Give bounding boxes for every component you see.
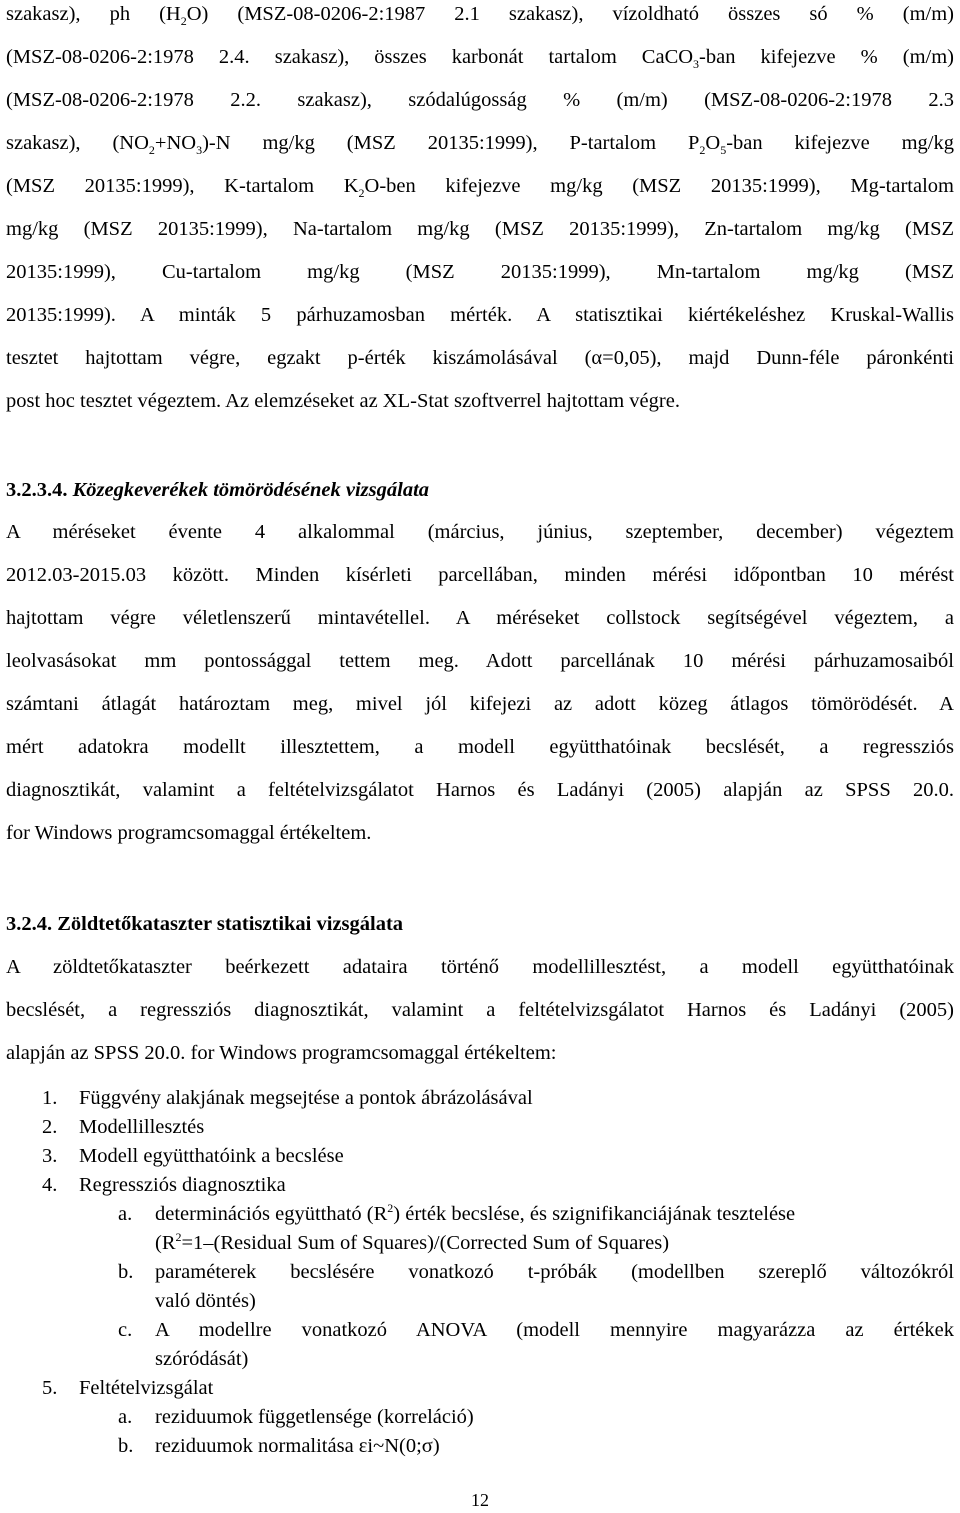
sub-list-item-cont: ($R^2=1-(Residual$ Sum of Squares)/(Corrected Sum of Squares) xyxy=(155,1230,670,1254)
s1-line-6: mért adatokra modellt illesztettem, a modell együtthatóinak becslését, a regressziós xyxy=(6,736,954,758)
section-heading-3-2-3-4 xyxy=(6,478,954,502)
intro-line-2: (MSZ-08-0206-2:1978 2.4. szakasz), összes karbonát tartalom CaCO$_3$-ban kifejezve % (m/m) xyxy=(6,46,954,72)
sub-list-item: a. reziduumok függetlensége (korreláció) xyxy=(118,1406,474,1428)
s1-line-1: A méréseket évente 4 alkalommal (március, június, szeptember, december) végeztem xyxy=(6,521,954,543)
section-number: 3.2.3.4. xyxy=(6,479,68,501)
section-number: 3.2.4. xyxy=(6,913,53,935)
s1-line-7: diagnosztikát, valamint a feltételvizsgálatot Harnos és Ladányi (2005) alapján az SPSS 20.0. xyxy=(6,779,954,801)
intro-line-5: (MSZ 20135:1999), K-tartalom $K_2O$-ben kifejezve mg/kg (MSZ 20135:1999), Mg-tartalom xyxy=(6,175,954,201)
intro-line-3: (MSZ-08-0206-2:1978 2.2. szakasz), szódalúgosság % (m/m) (MSZ-08-0206-2:1978 2.3 xyxy=(6,89,954,111)
list-item: 5. Feltételvizsgálat xyxy=(42,1377,214,1399)
sub-list-item: b. reziduumok normalitása εi~N(0;σ) xyxy=(118,1435,440,1457)
s1-line-5: számtani átlagát határoztam meg, mivel jól kifejezi az adott közeg átlagos tömörödését. A xyxy=(6,693,954,715)
s1-line-2: 2012.03-2015.03 között. Minden kísérleti parcellában, minden mérési időpontban 10 mérést xyxy=(6,564,954,586)
s2-line-3: alapján az SPSS 20.0. for Windows programcsomaggal értékeltem: xyxy=(6,1042,557,1064)
list-item: 1. Függvény alakjának megsejtése a pontok ábrázolásával xyxy=(42,1087,533,1109)
s1-line-8: for Windows programcsomaggal értékeltem. xyxy=(6,822,372,844)
intro-line-10: post hoc tesztet végeztem. Az elemzéseket az XL-Stat szoftverrel hajtottam végre. xyxy=(6,390,680,412)
sub-list-item-cont: szóródását) xyxy=(155,1348,249,1370)
s2-line-2: becslését, a regressziós diagnosztikát, valamint a feltételvizsgálatot Harnos és Ladányi (2005) xyxy=(6,999,954,1021)
section-title: Zöldtetőkataszter statisztikai vizsgálata xyxy=(57,913,404,935)
intro-line-7: 20135:1999), Cu-tartalom mg/kg (MSZ 20135:1999), Mn-tartalom mg/kg (MSZ xyxy=(6,261,954,283)
page-number: 12 xyxy=(471,1490,489,1510)
sub-list-item: c. A modellre vonatkozó ANOVA (modell mennyire magyarázza az értékek xyxy=(118,1319,954,1341)
list-item: 3. Modell együtthatóink a becslése xyxy=(42,1145,344,1167)
section-heading-3-2-4 xyxy=(6,912,954,936)
intro-line-4: szakasz), $(NO_2+NO_3)-N$ mg/kg (MSZ 20135:1999), P-tartalom $P_2O_5$-ban kifejezve mg/kg xyxy=(6,132,954,158)
sub-list-item: a. determinációs együttható $(R^2)$ érték becslése, és szignifikanciájának tesztelése xyxy=(118,1201,796,1225)
sub-list-item-cont: való döntés) xyxy=(155,1290,256,1312)
intro-line-8: 20135:1999). A minták 5 párhuzamosban mérték. A statisztikai kiértékeléshez Kruskal-Wallis xyxy=(6,304,954,326)
intro-line-1: szakasz), ph $(H_2O)$ (MSZ-08-0206-2:1987 2.1 szakasz), vízoldható összes só % (m/m) xyxy=(6,3,954,29)
sub-list-item: b. paraméterek becslésére vonatkozó t-próbák (modellben szereplő változókról xyxy=(118,1261,954,1283)
intro-line-6: mg/kg (MSZ 20135:1999), Na-tartalom mg/kg (MSZ 20135:1999), Zn-tartalom mg/kg (MSZ xyxy=(6,218,954,240)
intro-line-9: tesztet hajtottam végre, egzakt p-érték kiszámolásával (α=0,05), majd Dunn-féle páronkénti xyxy=(6,347,954,369)
s2-line-1: A zöldtetőkataszter beérkezett adataira történő modellillesztést, a modell együtthatóinak xyxy=(6,956,954,978)
list-item: 2. Modellillesztés xyxy=(42,1116,205,1138)
section-title: Közegkeverékek tömörödésének vizsgálata xyxy=(72,479,430,501)
s1-line-4: leolvasásokat mm pontossággal tettem meg. Adott parcellának 10 mérési párhuzamosaiból xyxy=(6,650,954,672)
s1-line-3: hajtottam végre véletlenszerű mintavétellel. A méréseket collstock segítségével végeztem, a xyxy=(6,607,954,629)
list-item: 4. Regressziós diagnosztika xyxy=(42,1174,286,1196)
